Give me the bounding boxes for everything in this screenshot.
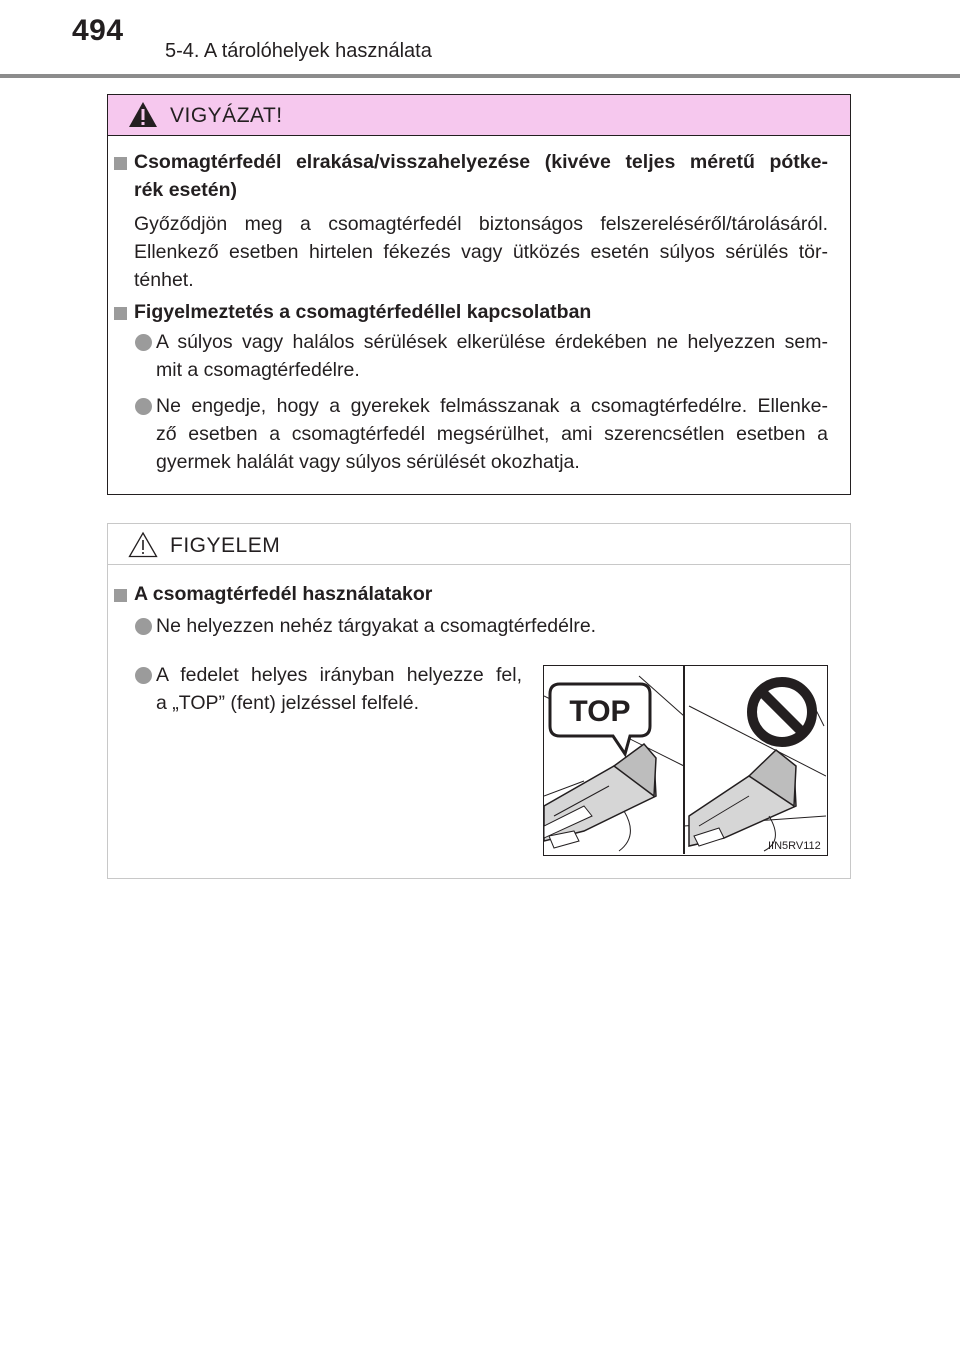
section-square-icon [114,589,127,602]
warning-bullet-2a: Ne engedje, hogy a gyerekek felmásszanak a csomagtérfedélre. Ellenke- [156,395,828,417]
caution-heading: A csomagtérfedél használatakor [134,583,433,605]
warning-heading-1: Csomagtérfedél elrakása/visszahelyezése (kivéve teljes méretű pótke- [134,151,828,173]
figure-illustration [544,666,826,854]
caution-bullet-1: Ne helyezzen nehéz tárgyakat a csomagtérfedélre. [156,615,597,637]
cover-orientation-figure [543,665,828,856]
warning-box [107,94,851,495]
section-square-icon [114,307,127,320]
cover-left [544,744,656,851]
warning-bullet-1a: A súlyos vagy halálos sérülések elkerülése érdekében ne helyezzen sem- [156,331,828,353]
bullet-dot-icon [135,398,152,415]
warning-heading-2: Figyelmeztetés a csomagtérfedéllel kapcsolatban [134,301,592,323]
warning-bullet-2b: ző esetben a csomagtérfedél megsérülhet, ami szerencsétlen esetben a [156,423,828,445]
warning-text-3: ténhet. [134,269,194,291]
warning-header [108,95,850,136]
top-label: TOP [569,695,631,728]
bullet-dot-icon [135,667,152,684]
caution-bullet-2b: a „TOP” (fent) jelzéssel felfelé. [156,692,419,714]
prohibition-icon [752,682,812,742]
warning-heading-1b: rék esetén) [134,179,237,201]
header-rule [0,74,960,78]
bullet-dot-icon [135,334,152,351]
caution-triangle-outline-icon [128,531,158,558]
figure-code: IIN5RV112 [768,840,821,852]
section-title: 5-4. A tárolóhelyek használata [165,40,432,62]
caution-title: FIGYELEM [170,534,281,557]
caution-bullet-2a: A fedelet helyes irányban helyezze fel, [156,664,522,686]
warning-bullet-2c: gyermek halálát vagy súlyos sérülését okozhatja. [156,451,580,473]
top-callout [550,684,650,754]
caution-header [108,524,850,565]
section-square-icon [114,157,127,170]
warning-bullet-1b: mit a csomagtérfedélre. [156,359,360,381]
warning-title: VIGYÁZAT! [170,104,283,127]
page-number: 494 [72,14,124,47]
bullet-dot-icon [135,618,152,635]
cover-right [689,750,796,851]
warning-text-2: Ellenkező esetben hirtelen fékezés vagy ütközés esetén súlyos sérülés tör- [134,241,828,263]
warning-triangle-icon [128,101,158,128]
page-header [0,0,960,80]
warning-text-1: Győződjön meg a csomagtérfedél biztonságos felszereléséről/tárolásáról. [134,213,828,235]
